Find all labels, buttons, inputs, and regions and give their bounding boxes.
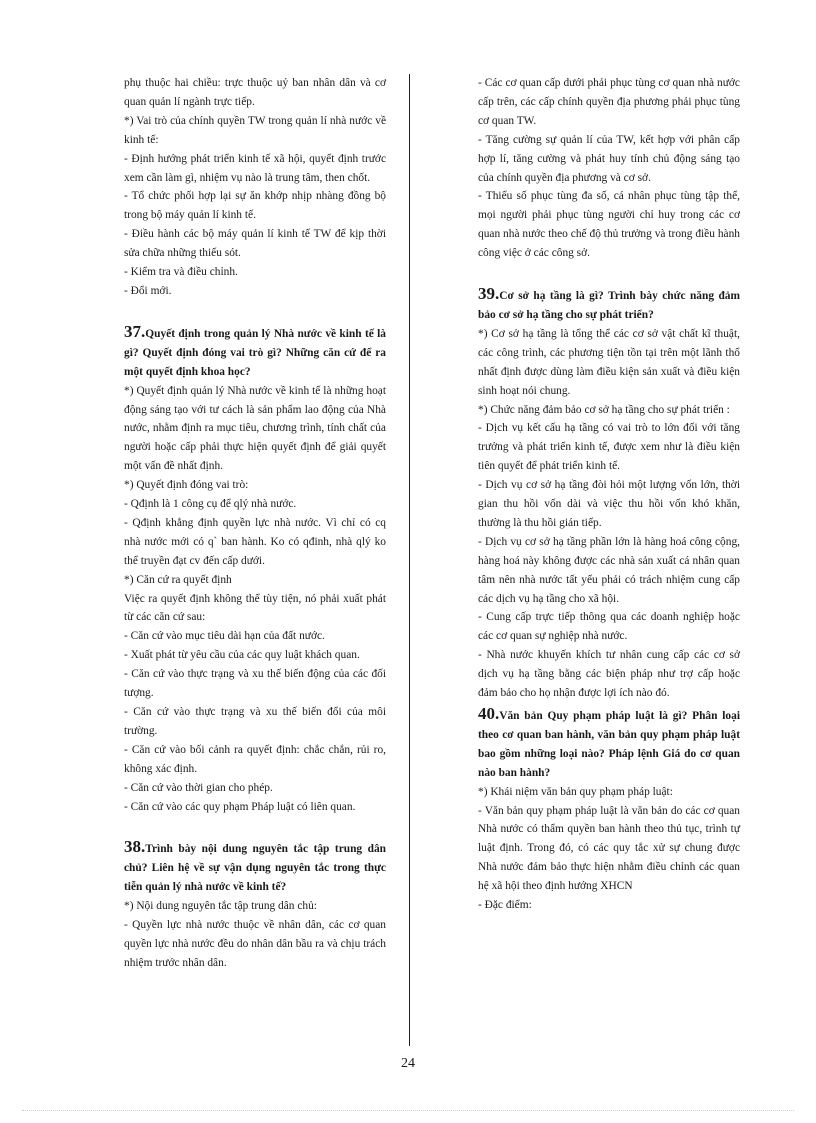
paragraph: - Thiểu số phục tùng đa số, cá nhân phục tùng tập thể, mọi người phải phục tùng người chỉ huy trong các cơ quan nhà nước theo chế độ thủ trưởng và trong điều hành công việc ở các công sở. bbox=[478, 190, 740, 260]
paragraph: - Kiểm tra và điều chỉnh. bbox=[124, 266, 238, 279]
paragraph: *) Quyết định quản lý Nhà nước về kinh tế là những hoạt động sáng tạo với tư cách là sản phẩm lao động của Nhà nước, nhằm định ra mục tiêu, chương trình, tính chất của người hoặc cấp phải thực hiện quyết định để giải quyết một vấn đề nhất định. bbox=[124, 384, 386, 473]
paragraph: - Quyền lực nhà nước thuộc về nhân dân, các cơ quan quyền lực nhà nước đều do nhân dân bầu ra và chịu trách nhiệm trước nhân dân. bbox=[124, 919, 386, 969]
page-number: 24 bbox=[401, 1056, 415, 1071]
paragraph: - Xuất phát từ yêu cầu của các quy luật khách quan. bbox=[124, 649, 360, 662]
question-text: Quyết định trong quản lý Nhà nước về kinh tế là gì? Quyết định đóng vai trò gì? Những căn cứ để ra một quyết định khoa học? bbox=[124, 327, 386, 378]
paragraph: - Các cơ quan cấp dưới phải phục tùng cơ quan nhà nước cấp trên, các cấp chính quyền địa phương phải phục tùng cơ quan TW. bbox=[478, 77, 740, 127]
paragraph: - Căn cứ vào mục tiêu dài hạn của đất nước. bbox=[124, 630, 325, 643]
paragraph: *) Vai trò của chính quyền TW trong quản lí nhà nước về kinh tế: bbox=[124, 114, 386, 146]
paragraph: phụ thuộc hai chiều: trực thuộc uỷ ban nhân dân và cơ quan quản lí ngành trực tiếp. bbox=[124, 77, 386, 108]
paragraph: - Định hướng phát triển kinh tế xã hội, quyết định trước xem cần làm gì, nhiệm vụ nào là trung tâm, then chốt. bbox=[124, 152, 386, 184]
right-column bbox=[478, 74, 740, 915]
column-divider bbox=[409, 74, 410, 1046]
question-39-heading bbox=[478, 285, 740, 325]
paragraph: *) Chức năng đảm bảo cơ sở hạ tầng cho sự phát triển : bbox=[478, 403, 730, 416]
paragraph: *) Khái niệm văn bản quy phạm pháp luật: bbox=[478, 785, 673, 798]
paragraph: - Đặc điểm: bbox=[478, 899, 532, 912]
paragraph: - Căn cứ vào các quy phạm Pháp luật có liên quan. bbox=[124, 800, 356, 813]
paragraph: - Dịch vụ kết cấu hạ tầng có vai trò to lớn đối với tăng trưởng và phát triển kinh tế, được xem như là điều kiện tiên quyết để phát triển kinh tế. bbox=[478, 422, 740, 473]
paragraph: *) Quyết định đóng vai trò: bbox=[124, 479, 249, 492]
paragraph: - Căn cứ vào thời gian cho phép. bbox=[124, 781, 273, 794]
paragraph: - Căn cứ vào thực trạng và xu thế biến động của các đối tượng. bbox=[124, 668, 386, 700]
question-text: Trình bày nội dung nguyên tắc tập trung dân chủ? Liên hệ về sự vận dụng nguyên tắc trong thực tiễn quản lý nhà nước về kinh tế? bbox=[124, 843, 386, 894]
page-bottom-divider bbox=[22, 1110, 794, 1111]
paragraph: Việc ra quyết định không thể tùy tiện, nó phải xuất phát từ các căn cứ sau: bbox=[124, 592, 386, 624]
paragraph: - Tổ chức phối hợp lại sự ăn khớp nhịp nhàng đồng bộ trong bộ máy quản lí kinh tế. bbox=[124, 190, 386, 222]
question-number: 37. bbox=[124, 321, 146, 341]
paragraph: - Dịch vụ cơ sở hạ tầng phần lớn là hàng hoá công cộng, hàng hoá này không được các nhà sản xuất cá nhân quan tâm nên nhà nước tất yếu phải có trách nhiệm cung cấp các dịch vụ hạ tầng cho xã hội. bbox=[478, 535, 740, 605]
paragraph: - Đổi mới. bbox=[124, 284, 172, 297]
paragraph: - Tăng cường sự quản lí của TW, kết hợp với phân cấp hợp lí, tăng cường và phát huy tính chủ động sáng tạo của chính quyền địa phương và cơ sở. bbox=[478, 133, 740, 184]
question-text: Văn bản Quy phạm pháp luật là gì? Phân loại theo cơ quan ban hành, văn bản quy phạm pháp luật bao gồm những loại nào? Pháp lệnh Giá do cơ quan nào ban hành? bbox=[478, 710, 740, 779]
paragraph: - Cung cấp trực tiếp thông qua các doanh nghiệp hoặc các cơ quan sự nghiệp nhà nước. bbox=[478, 611, 740, 643]
question-37-heading bbox=[124, 323, 386, 382]
paragraph: - Dịch vụ cơ sở hạ tầng đòi hỏi một lượng vốn lớn, thời gian thu hồi vốn dài và việc thu hồi vốn khó khăn, thường là thu hồi gián tiếp. bbox=[478, 479, 740, 529]
paragraph: *) Cơ sở hạ tầng là tổng thể các cơ sở vật chất kĩ thuật, các công trình, các phương tiện tồn tại trên một lãnh thổ nhất định được dùng làm điều kiện sản xuất và điều kiện sinh hoạt nói chung. bbox=[478, 327, 740, 397]
question-number: 40. bbox=[478, 704, 500, 723]
paragraph: - Qđịnh khẳng định quyền lực nhà nước. Vì chỉ có cq nhà nước mới có q` ban hành. Ko có qđinh, nhà qlý ko thể truyền đạt cv đến cấp dưới. bbox=[124, 516, 386, 567]
question-number: 38. bbox=[124, 837, 146, 857]
left-column bbox=[124, 74, 386, 973]
paragraph: - Căn cứ vào thực trạng và xu thế biến đổi của môi trường. bbox=[124, 706, 386, 737]
paragraph: - Điều hành các bộ máy quản lí kinh tế TW để kịp thời sửa chữa những thiếu sót. bbox=[124, 228, 386, 260]
paragraph: - Nhà nước khuyến khích tư nhân cung cấp các cơ sở dịch vụ hạ tầng bằng các biện pháp như trợ cấp hoặc đảm bảo cho họ nhận được lợi ích nào đó. bbox=[478, 649, 740, 700]
question-38-heading bbox=[124, 838, 386, 897]
paragraph: - Căn cứ vào bối cảnh ra quyết định: chắc chắn, rủi ro, không xác định. bbox=[124, 743, 386, 775]
paragraph: - Qđịnh là 1 công cụ để qlý nhà nước. bbox=[124, 498, 297, 511]
paragraph: - Văn bản quy phạm pháp luật là văn bản do các cơ quan Nhà nước có thẩm quyền ban hành theo thủ tục, trình tự luật định. Trong đó, có các quy tắc xử sự chung được Nhà nước đảm bảo thực hiện nhằm điều chỉnh các quan hệ xã hội theo định hướng XHCN bbox=[478, 804, 740, 893]
question-text: Cơ sở hạ tầng là gì? Trình bày chức năng đảm bảo cơ sở hạ tầng cho sự phát triển? bbox=[478, 290, 740, 321]
question-number: 39. bbox=[478, 284, 500, 304]
paragraph: *) Nội dung nguyên tắc tập trung dân chủ: bbox=[124, 900, 317, 913]
paragraph: *) Căn cứ ra quyết định bbox=[124, 573, 232, 586]
question-40-heading bbox=[478, 705, 740, 783]
